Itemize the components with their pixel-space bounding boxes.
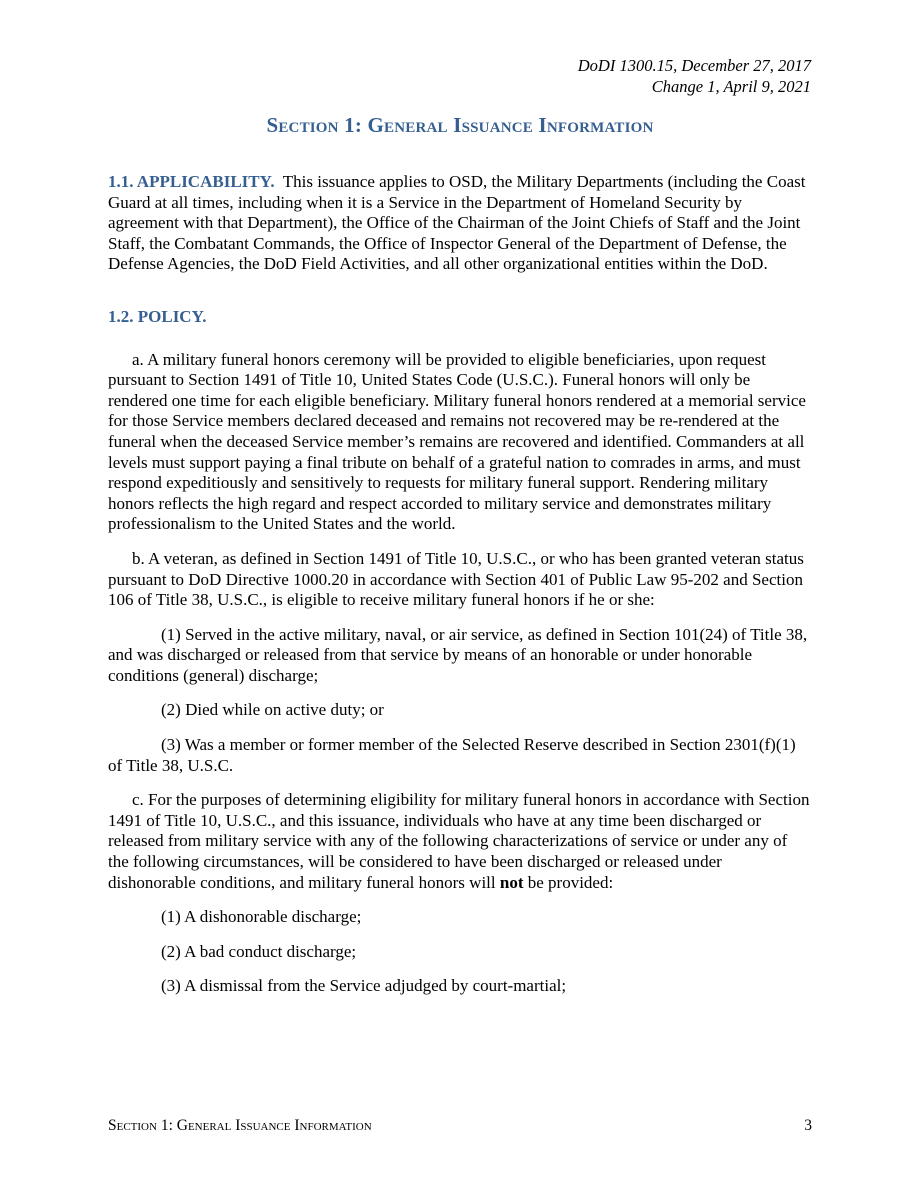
policy-c-item-3: (3) A dismissal from the Service adjudged by court-martial; <box>161 976 567 996</box>
page-footer <box>108 1117 812 1135</box>
policy-b-item-1: (1) Served in the active military, naval, or air service, as defined in Section 101(24) of Title 38, and was discharged or released from that service by means of an honorable or under honorable conditions (general) discharge; <box>108 624 808 685</box>
document-body <box>108 172 812 997</box>
footer-section-title: Section 1: General Issuance Information <box>108 1117 372 1134</box>
policy-paragraph-b: b. A veteran, as defined in Section 1491 of Title 10, U.S.C., or who has been granted veteran status pursuant to DoD Directive 1000.20 in accordance with Section 401 of Public Law 95-202 and Section 106 of Title 38, U.S.C., is eligible to receive military funeral honors if he or she: <box>108 548 804 610</box>
page-number: 3 <box>804 1117 812 1134</box>
section-title: Section 1: General Issuance Information <box>266 113 654 137</box>
issuance-date-line: DoDI 1300.15, December 27, 2017 <box>577 56 811 75</box>
policy-b-item-3: (3) Was a member or former member of the Selected Reserve described in Section 2301(f)(1) of Title 38, U.S.C. <box>108 735 796 775</box>
policy-b-item-2: (2) Died while on active duty; or <box>161 700 384 720</box>
policy-c-item-1: (1) A dishonorable discharge; <box>161 907 362 927</box>
policy-paragraph-c <box>108 790 812 893</box>
policy-c-item-2: (2) A bad conduct discharge; <box>161 941 357 961</box>
policy-paragraph-a: a. A military funeral honors ceremony will be provided to eligible beneficiaries, upon request pursuant to Section 1491 of Title 10, United States Code (U.S.C.). Funeral honors will only be rendered one time for each eligible beneficiary. Military funeral honors rendered at a memorial service for those Service members declared deceased and remains not recovered may be re-rendered at the funeral when the deceased Service member’s remains are recovered and identified. Commanders at all levels must support paying a final tribute on behalf of a grateful nation to comrades in arms, and must respond expeditiously and sensitively to requests for military funeral support. Rendering military honors reflects the high regard and respect accorded to military service and demonstrates military professionalism to the United States and the world. <box>108 349 806 534</box>
applicability-heading: 1.1. APPLICABILITY. <box>108 172 275 191</box>
policy-c-text: c. For the purposes of determining eligibility for military funeral honors in accordance with Section 1491 of Title 10, U.S.C., and this issuance, individuals who have at any time been discharged or released from military service with any of the following characterizations of service or under any of the following circumstances, will be considered to have been discharged or released under dishonorable conditions, and military funeral honors will <box>108 790 810 892</box>
policy-c-text-end: be provided: <box>523 872 614 892</box>
document-reference-header <box>578 55 811 97</box>
change-date-line: Change 1, April 9, 2021 <box>651 77 811 96</box>
applicability-text: This issuance applies to OSD, the Military Departments (including the Coast Guard at all times, including when it is a Service in the Department of Homeland Security by agreement with that Department), the Office of the Chairman of the Joint Chiefs of Staff and the Joint Staff, the Combatant Commands, the Office of Inspector General of the Department of Defense, the Defense Agencies, the DoD Field Activities, and all other organizational entities within the DoD. <box>108 172 806 274</box>
policy-c-emphasis: not <box>499 872 524 892</box>
policy-heading: 1.2. POLICY. <box>108 306 207 326</box>
applicability-paragraph <box>108 172 812 275</box>
